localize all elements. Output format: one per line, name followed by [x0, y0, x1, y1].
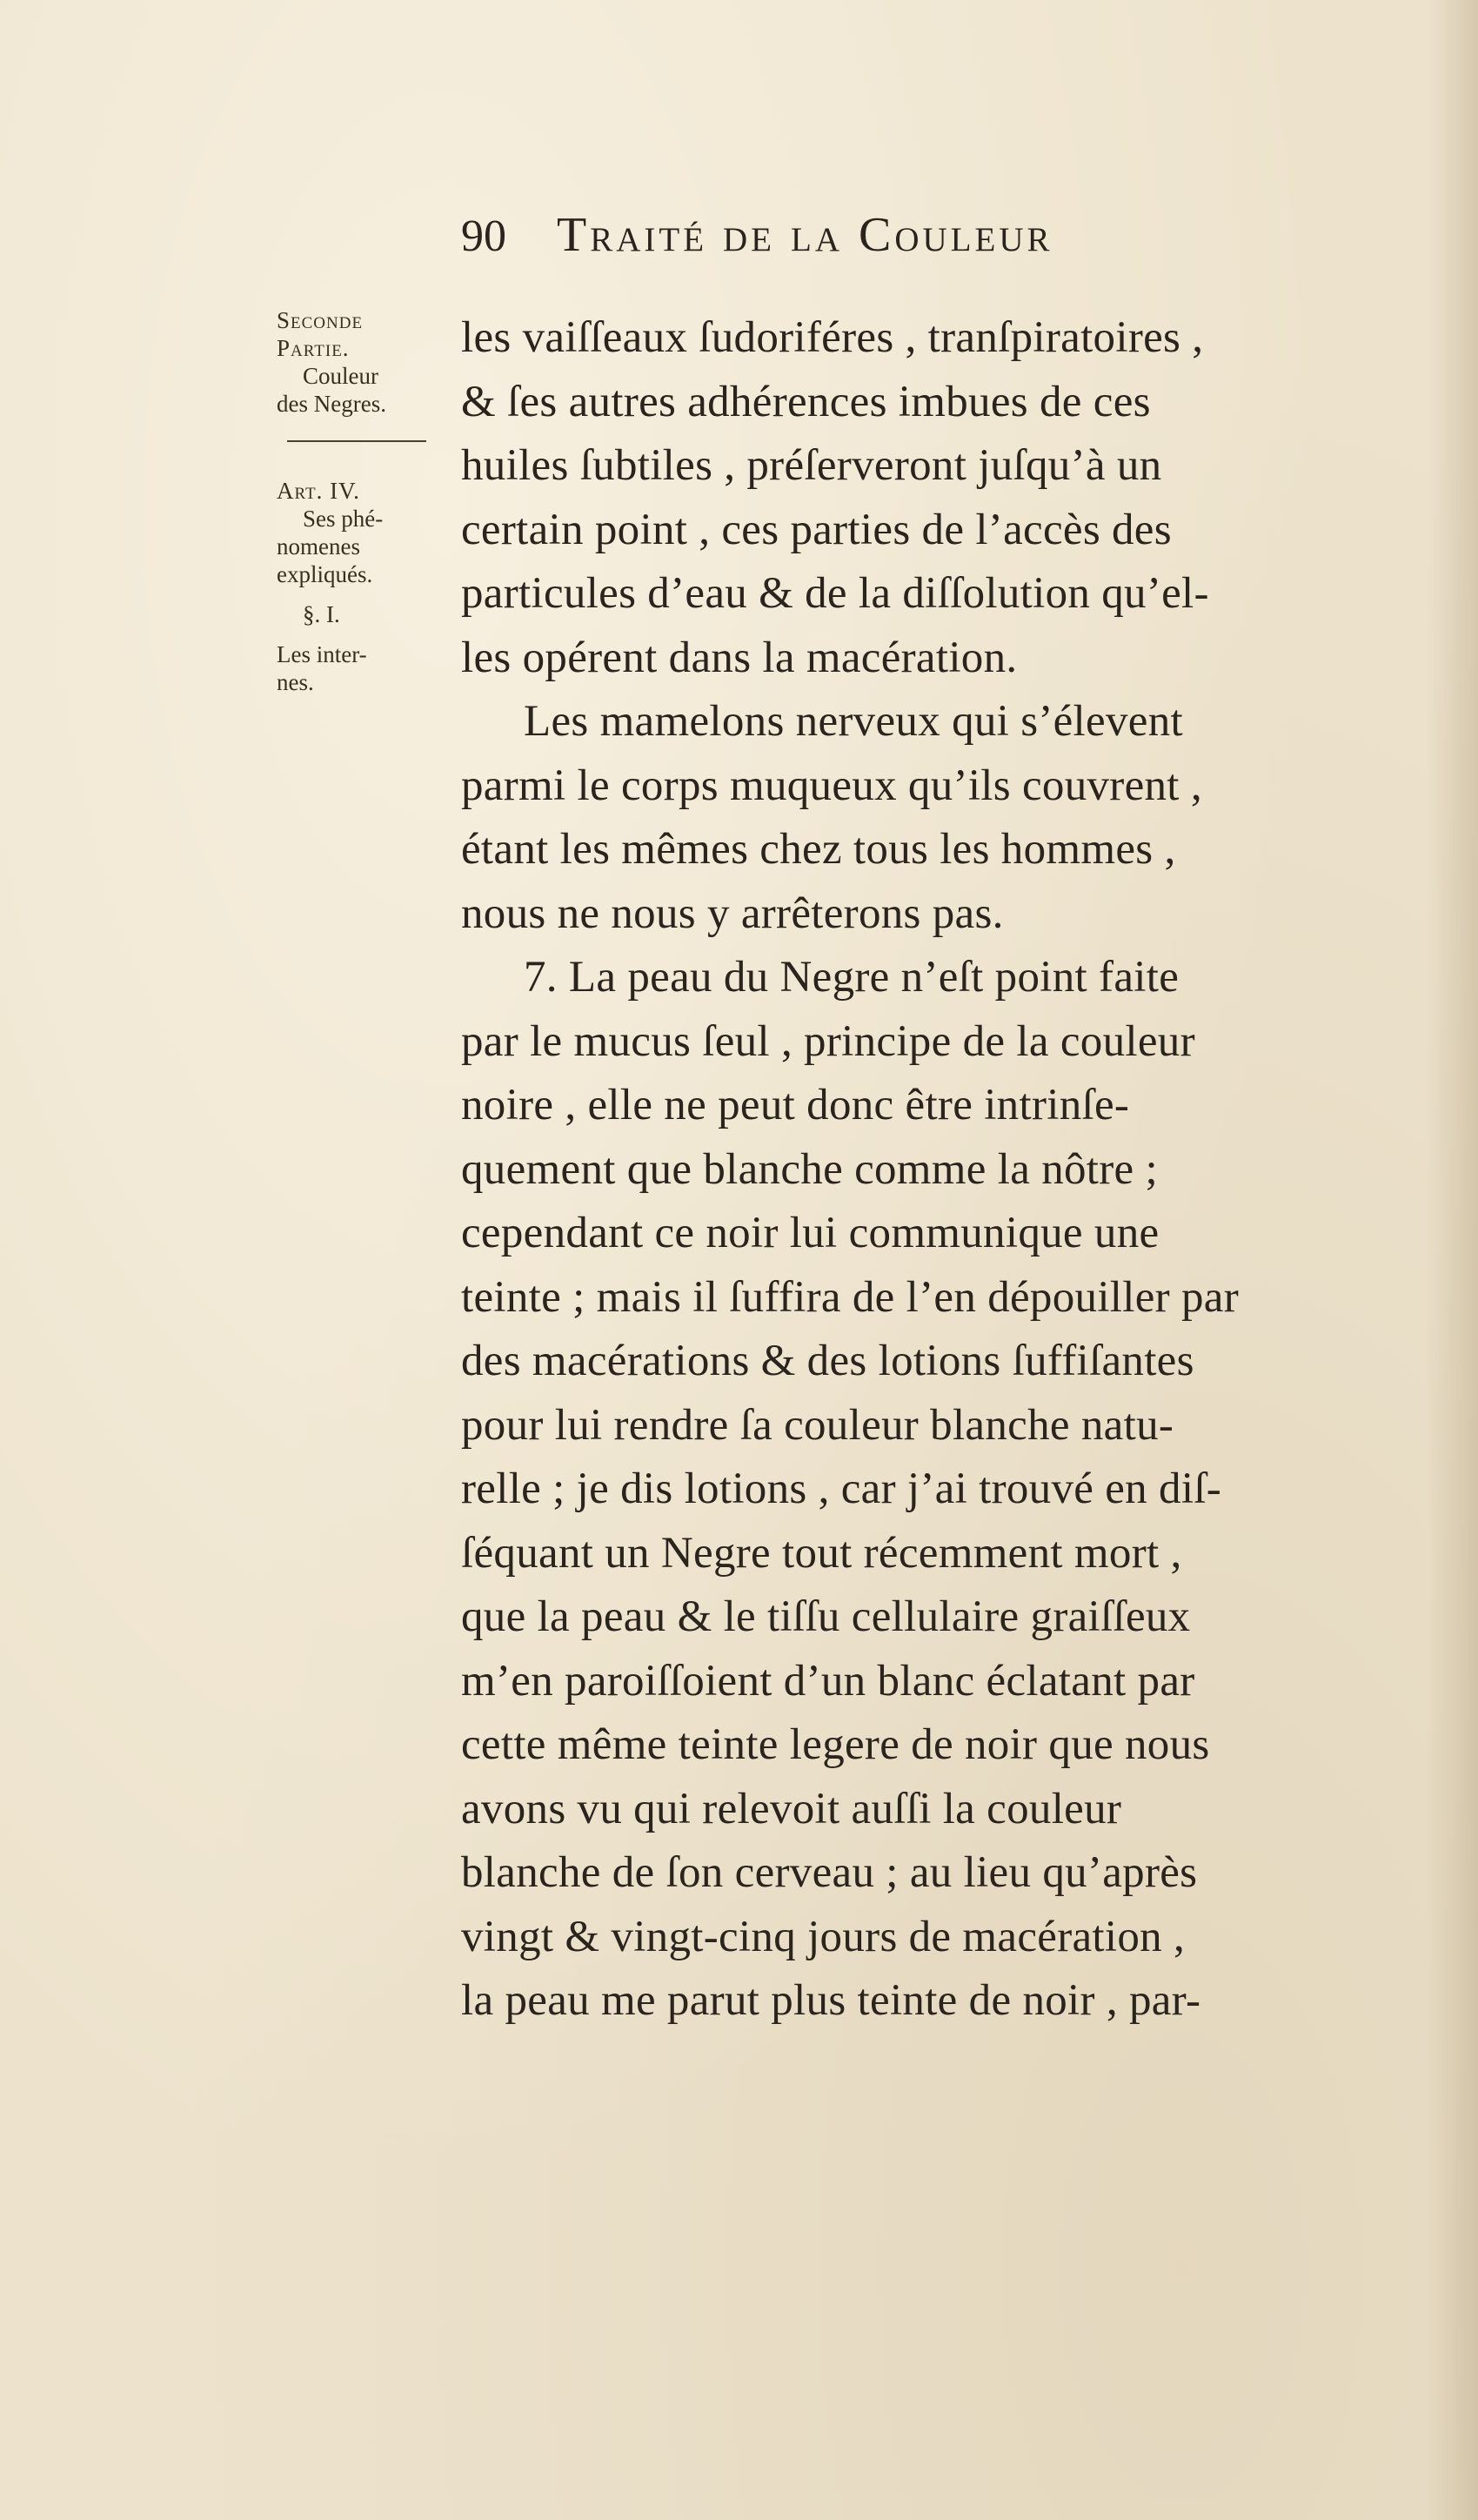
text-line: par le mucus ſeul , principe de la couleur: [461, 1016, 1195, 1066]
margin-spacer: [277, 588, 451, 600]
margin-note: Partie.: [277, 335, 350, 361]
text-line: cette même teinte legere de noir que nous: [461, 1720, 1210, 1769]
text-line: particules d’eau & de la diſſolution qu’el-: [461, 569, 1209, 618]
text-line: m’en paroiſſoient d’un blanc éclatant par: [461, 1656, 1195, 1706]
text-line: huiles ſubtiles , préſerveront juſqu’à un: [461, 441, 1162, 490]
margin-rule: [287, 440, 426, 442]
margin-note: Ses phé-: [303, 506, 384, 532]
text-line: les opérent dans la macération.: [461, 633, 1018, 682]
text-line: blanche de ſon cerveau ; au lieu qu’après: [461, 1848, 1198, 1897]
margin-note: Art. IV.: [277, 478, 360, 504]
text-line: teinte ; mais il ſuffira de l’en dépouiller par: [461, 1272, 1240, 1322]
margin-note: nomenes: [277, 533, 360, 560]
text-line: relle ; je dis lotions , car j’ai trouvé en diſ-: [461, 1464, 1222, 1513]
margin-note: §. I.: [303, 601, 340, 627]
margin-note: des Negres.: [277, 391, 386, 417]
text-line: les vaiſſeaux ſudoriféres , tranſpiratoires ,: [461, 313, 1204, 362]
margin-notes: [277, 306, 451, 696]
text-line: & ſes autres adhérences imbues de ces: [461, 377, 1151, 426]
text-line: des macérations & des lotions ſuffiſantes: [461, 1337, 1194, 1385]
text-line: 7. La peau du Negre n’eſt point faite: [524, 953, 1180, 1002]
running-title: Traité de la Couleur: [557, 208, 1053, 262]
text-line: pour lui rendre ſa couleur blanche natu-: [461, 1400, 1174, 1450]
margin-spacer: [277, 628, 451, 640]
text-line: quement que blanche comme la nôtre ;: [461, 1144, 1159, 1194]
page-fold-shadow: [1426, 0, 1478, 2520]
margin-note: Les inter-: [277, 641, 367, 667]
margin-note: Couleur: [303, 363, 378, 389]
running-head: [461, 207, 1053, 277]
text-line: noire , elle ne peut donc être intrinſe-: [461, 1081, 1130, 1129]
margin-note: Seconde: [277, 307, 364, 333]
text-line: que la peau & le tiſſu cellulaire graiſſeux: [461, 1592, 1191, 1641]
text-line: nous ne nous y arrêterons pas.: [461, 888, 1004, 938]
text-line: cependant ce noir lui communique une: [461, 1209, 1160, 1257]
page-number: 90: [461, 211, 506, 261]
text-line: Les mamelons nerveux qui s’élevent: [524, 697, 1183, 746]
text-line: certain point , ces parties de l’accès des: [461, 505, 1172, 554]
margin-note: expliqués.: [277, 561, 373, 587]
body-text: [461, 306, 1383, 2034]
text-line: avons vu qui relevoit auſſi la couleur: [461, 1784, 1122, 1833]
text-line: étant les mêmes chez tous les hommes ,: [461, 825, 1176, 874]
text-line: parmi le corps muqueux qu’ils couvrent ,: [461, 761, 1202, 810]
margin-note: nes.: [277, 669, 314, 695]
text-line: vingt & vingt-cinq jours de macération ,: [461, 1912, 1186, 1961]
text-line: la peau me parut plus teinte de noir , par-: [461, 1976, 1201, 2025]
text-line: ſéquant un Negre tout récemment mort ,: [461, 1528, 1182, 1578]
